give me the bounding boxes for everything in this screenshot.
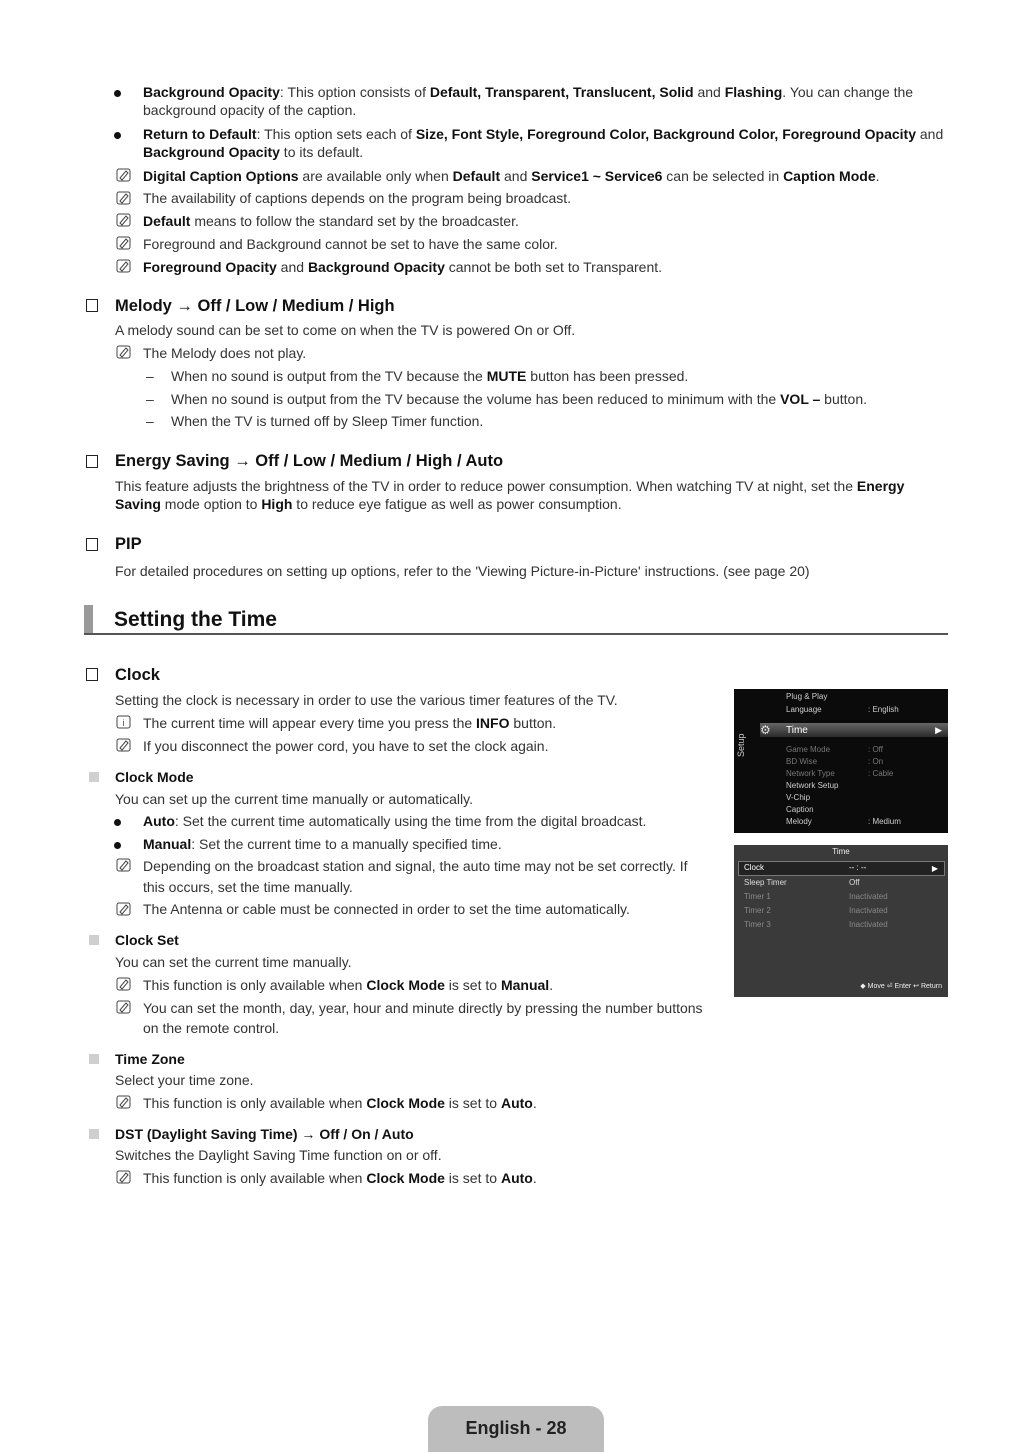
clock-note-info: The current time will appear every time you press the INFO button. <box>143 715 557 731</box>
svg-text:i: i <box>122 718 125 728</box>
melody-note: The Melody does not play. <box>143 345 307 361</box>
arrow-right-icon: ▶ <box>935 725 942 735</box>
info-note-icon <box>116 715 131 729</box>
menu-row-selected: Clock <box>744 863 765 872</box>
clock-set-heading: Clock Set <box>115 932 179 948</box>
sub-bullet-icon <box>89 1054 99 1064</box>
note-icon <box>116 236 131 250</box>
pip-description: For detailed procedures on setting up options, refer to the 'Viewing Picture-in-Picture' instructions. (see page 20) <box>115 563 810 579</box>
menu-row-value: Inactivated <box>849 906 888 915</box>
gear-icon: ⚙ <box>760 723 771 737</box>
energy-saving-description: This feature adjusts the brightness of the TV in order to reduce power consumption. When watching TV at night, set the Energy Saving mode option to High to reduce eye fatigue as well as power consumption. <box>115 478 905 513</box>
menu-row: Timer 3 <box>744 920 771 929</box>
note-icon <box>116 902 131 916</box>
note-icon <box>116 259 131 273</box>
dash: – <box>146 368 154 384</box>
menu-row: BD Wise <box>786 757 818 766</box>
dst-note: This function is only available when Clock Mode is set to Auto. <box>143 1170 537 1186</box>
note-default: Default means to follow the standard set by the broadcaster. <box>143 213 519 229</box>
note-icon <box>116 1170 131 1184</box>
menu-row: Sleep Timer <box>744 878 787 887</box>
pip-heading: PIP <box>115 535 142 553</box>
menu-row: Plug & Play <box>786 692 828 701</box>
clock-set-note-1: This function is only available when Clock Mode is set to Manual. <box>143 977 554 993</box>
section-marker <box>84 605 93 635</box>
menu-row: Timer 1 <box>744 892 771 901</box>
note-icon <box>116 1000 131 1014</box>
menu-row: Network Setup <box>786 781 839 790</box>
time-zone-heading: Time Zone <box>115 1051 185 1067</box>
tv-setup-menu-screenshot <box>734 689 948 833</box>
dash: – <box>146 413 154 429</box>
clock-heading: Clock <box>115 666 160 684</box>
sub-bullet-icon <box>89 772 99 782</box>
note-digital-caption-options: Digital Caption Options are available only when Default and Service1 ~ Service6 can be selected in Caption Mode. <box>143 168 880 184</box>
clock-description: Setting the clock is necessary in order to use the various timer features of the TV. <box>115 692 618 708</box>
checkbox-square-icon <box>86 299 98 312</box>
clock-set-note-2a: You can set the month, day, year, hour and minute directly by pressing the number buttons <box>143 1000 703 1016</box>
melody-dash-1: When no sound is output from the TV because the MUTE button has been pressed. <box>171 368 689 384</box>
clock-note-power: If you disconnect the power cord, you have to set the clock again. <box>143 738 549 754</box>
bullet-dot <box>114 842 121 849</box>
note-icon <box>116 1095 131 1109</box>
energy-saving-heading: Energy Saving → Off / Low / Medium / High / Auto <box>115 452 504 470</box>
section-rule <box>84 633 948 635</box>
bullet-return-to-default: Return to Default: This option sets each of Size, Font Style, Foreground Color, Background Color, Foreground Opacity and Background Opacity to its default. <box>143 126 944 161</box>
bullet-dot <box>114 819 121 826</box>
menu-row-value: : Cable <box>868 769 894 778</box>
clock-mode-note-2: The Antenna or cable must be connected in order to set the time automatically. <box>143 901 630 917</box>
menu-row-value: : English <box>868 705 899 714</box>
note-caption-availability: The availability of captions depends on the program being broadcast. <box>143 190 572 206</box>
clock-mode-heading: Clock Mode <box>115 769 194 785</box>
menu-help-bar: ◆ Move ⏎ Enter ↩ Return <box>860 982 942 990</box>
clock-mode-note-1b: this occurs, set the time manually. <box>143 879 353 895</box>
menu-row: Language <box>786 705 822 714</box>
menu-row-value: Inactivated <box>849 892 888 901</box>
page-number: English - 28 <box>465 1418 567 1438</box>
note-icon <box>116 977 131 991</box>
time-zone-description: Select your time zone. <box>115 1072 254 1088</box>
bullet-background-opacity: Background Opacity: This option consists of Default, Transparent, Translucent, Solid and Flashing. You can change the background opacity of the caption. <box>143 84 914 119</box>
menu-row-value: : On <box>868 757 884 766</box>
section-title: Setting the Time <box>114 608 277 631</box>
sub-bullet-icon <box>89 935 99 945</box>
menu-row: Network Type <box>786 769 835 778</box>
clock-mode-manual: Manual: Set the current time to a manually specified time. <box>143 836 502 852</box>
menu-row-value: Off <box>849 878 860 887</box>
menu-row-value: -- : -- <box>849 863 867 872</box>
menu-row-value: Inactivated <box>849 920 888 929</box>
dash: – <box>146 391 154 407</box>
time-menu-title: Time <box>832 847 850 856</box>
setup-side-label: Setup <box>736 733 746 757</box>
dst-heading: DST (Daylight Saving Time) → Off / On / Auto <box>115 1126 414 1142</box>
menu-selection-highlight <box>738 861 945 876</box>
menu-row-value: : Medium <box>868 817 901 826</box>
note-icon <box>116 213 131 227</box>
note-icon <box>116 738 131 752</box>
checkbox-square-icon <box>86 668 98 681</box>
clock-set-description: You can set the current time manually. <box>115 954 352 970</box>
dst-description: Switches the Daylight Saving Time function on or off. <box>115 1147 442 1163</box>
note-same-color: Foreground and Background cannot be set to have the same color. <box>143 236 558 252</box>
menu-row: V-Chip <box>786 793 811 802</box>
menu-row-selected: Time <box>786 725 808 736</box>
sub-bullet-icon <box>89 1129 99 1139</box>
melody-heading: Melody → Off / Low / Medium / High <box>115 297 395 315</box>
menu-row: Game Mode <box>786 745 831 754</box>
menu-row-value: : Off <box>868 745 883 754</box>
melody-description: A melody sound can be set to come on when the TV is powered On or Off. <box>115 322 576 338</box>
checkbox-square-icon <box>86 455 98 468</box>
checkbox-square-icon <box>86 538 98 551</box>
arrow-right-icon: ▶ <box>931 864 938 873</box>
bullet-dot <box>114 90 121 97</box>
clock-set-note-2b: on the remote control. <box>143 1020 280 1036</box>
melody-dash-2: When no sound is output from the TV because the volume has been reduced to minimum with the VOL – button. <box>171 391 867 407</box>
note-icon <box>116 858 131 872</box>
note-transparent: Foreground Opacity and Background Opacity cannot be both set to Transparent. <box>143 259 663 275</box>
time-zone-note: This function is only available when Clock Mode is set to Auto. <box>143 1095 537 1111</box>
menu-row: Caption <box>786 805 814 814</box>
menu-row: Timer 2 <box>744 906 771 915</box>
note-icon <box>116 191 131 205</box>
clock-mode-note-1a: Depending on the broadcast station and signal, the auto time may not be set correctly. If <box>143 858 688 874</box>
tv-time-menu-screenshot <box>734 845 948 997</box>
note-icon <box>116 345 131 359</box>
bullet-dot <box>114 132 121 139</box>
page-number-tab <box>428 1406 604 1452</box>
menu-row: Melody <box>786 817 812 826</box>
clock-mode-description: You can set up the current time manually or automatically. <box>115 791 473 807</box>
clock-mode-auto: Auto: Set the current time automatically using the time from the digital broadcast. <box>143 813 647 829</box>
melody-dash-3: When the TV is turned off by Sleep Timer function. <box>171 413 484 429</box>
note-icon <box>116 168 131 182</box>
